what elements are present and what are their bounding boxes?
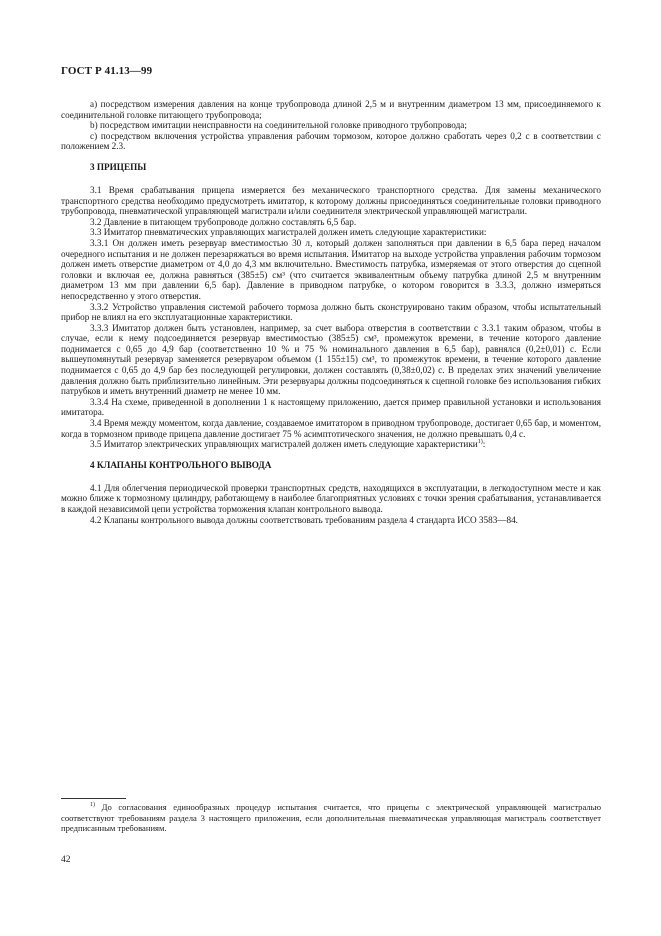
paragraph-3-2: 3.2 Давление в питающем трубопроводе должно составлять 6,5 бар. — [90, 216, 357, 227]
intro-item-b: b) посредством имитации неисправности на соединительной головке приводного трубопровода; — [90, 120, 467, 131]
page-number: 42 — [61, 855, 71, 865]
paragraph-3-4: 3.4 Время между моментом, когда давление, создаваемое имитатором в приводном трубопроводе, достигает 0,65 бар, и моментом, когда в тормозном приводе прицепа давление достигает 75 % асимптотического значения, не должно превышать 0,4 с. — [61, 418, 601, 439]
document-header: ГОСТ Р 41.13—99 — [61, 65, 153, 77]
footnote-reference: 1) — [477, 439, 483, 446]
footnote — [61, 802, 601, 834]
footnote-divider — [61, 798, 126, 799]
document-page — [61, 0, 601, 936]
paragraph-3-3-2: 3.3.2 Устройство управления системой рабочего тормоза должно быть сконструировано таким образом, чтобы испытательный прибор не влиял на его эксплуатационные характеристики. — [61, 301, 601, 323]
paragraph-4-2: 4.2 Клапаны контрольного вывода должны соответствовать требованиям раздела 4 стандарта ИСО 3583—84. — [90, 514, 518, 525]
section-3-title: 3 ПРИЦЕПЫ — [90, 161, 147, 172]
paragraph-3-5-text: 3.5 Имитатор электрических управляющих магистралей должен иметь следующие характеристики — [90, 439, 478, 450]
footnote-text: До согласования единообразных процедур испытания считается, что прицепы с электрической управляющей магистралью соответствуют требованиям раздела 3 настоящего приложения, если дополнительная пневматическая управляющая магистраль соответствует предписанным требованиям. — [61, 802, 601, 834]
paragraph-3-5-end: : — [482, 439, 486, 450]
document-body — [61, 99, 601, 525]
paragraph-3-5 — [61, 439, 601, 450]
paragraph-3-3: 3.3 Имитатор пневматических управляющих магистралей должен иметь следующие характеристики: — [90, 227, 487, 238]
paragraph-3-1: 3.1 Время срабатывания прицепа измеряется без механического транспортного средства. Для замены механического транспортного средства необходимо предусмотреть имитатор, к которому должны присоединяться соединительные головки приводного трубопровода, пневматической управляющей магистрали и/или соединителя электрической управляющей магистрали. — [61, 184, 601, 217]
paragraph-4-1: 4.1 Для облегчения периодической проверки транспортных средств, находящихся в эксплуатации, в легкодоступном месте и как можно ближе к тормозному цилиндру, работающему в наиболее благоприятных условиях с точки зрения срабатывания, устанавливается в каждой независимой цепи устройства торможения клапан контрольного вывода. — [61, 482, 601, 514]
section-4-title: 4 КЛАПАНЫ КОНТРОЛЬНОГО ВЫВОДА — [90, 459, 272, 470]
paragraph-3-3-1: 3.3.1 Он должен иметь резервуар вместимостью 30 л, который должен заполняться при давлении в 6,5 бара перед началом очередного испытания и не должен перезаряжаться во время испытания. Имитатор на выходе устройства управления рабочим тормозом должен иметь отверстие диаметром от 4,0 до 4,3 мм включительно. Вместимость патрубка, измеряемая от этого отверстия до сцепной головки и включая ее, должна равняться (385±5) см³ (что считается эквивалентным объему патрубка длиной 2,5 м внутренним диаметром 13 мм при давлении 6,5 бар). Давление в приводном патрубке, о котором говорится в 3.3.3, должно измеряться непосредственно у этого отверстия. — [61, 237, 601, 301]
intro-item-a: a) посредством измерения давления на конце трубопровода длиной 2,5 м и внутренним диаметром 13 мм, присоединяемого к соединительной головке питающего трубопровода; — [61, 99, 601, 120]
paragraph-3-3-4: 3.3.4 На схеме, приведенной в дополнении 1 к настоящему приложению, дается пример правильной установки и использования имитатора. — [61, 396, 601, 418]
paragraph-3-3-3: 3.3.3 Имитатор должен быть установлен, например, за счет выбора отверстия в соответствии с 3.3.1 таким образом, чтобы в случае, если к нему подсоединяется резервуар вместимостью (385±5) см³, промежуток времени, в течение которого давление поднимается с 0,65 до 4,9 бар (соответственно 10 % и 75 % номинального давления в 6,5 бар), равнялся (0,2±0,01) с. Если вышеупомянутый резервуар заменяется резервуаром объемом (1 155±15) см³, то промежуток времени, в течение которого давление поднимается с 0,65 до 4,9 бар без последующей регулировки, должен составлять (0,38±0,02) с. В пределах этих значений увеличение давления должно быть приблизительно линейным. Эти резервуары должны подсоединяться к сцепной головке без использования гибких патрубков и иметь внутренний диаметр не менее 10 мм. — [61, 322, 601, 397]
intro-item-c: с) посредством включения устройства управления рабочим тормозом, которое должно сработать через 0,2 с в соответствии с положением 2.3. — [61, 130, 601, 152]
footnote-marker: 1) — [90, 802, 95, 809]
